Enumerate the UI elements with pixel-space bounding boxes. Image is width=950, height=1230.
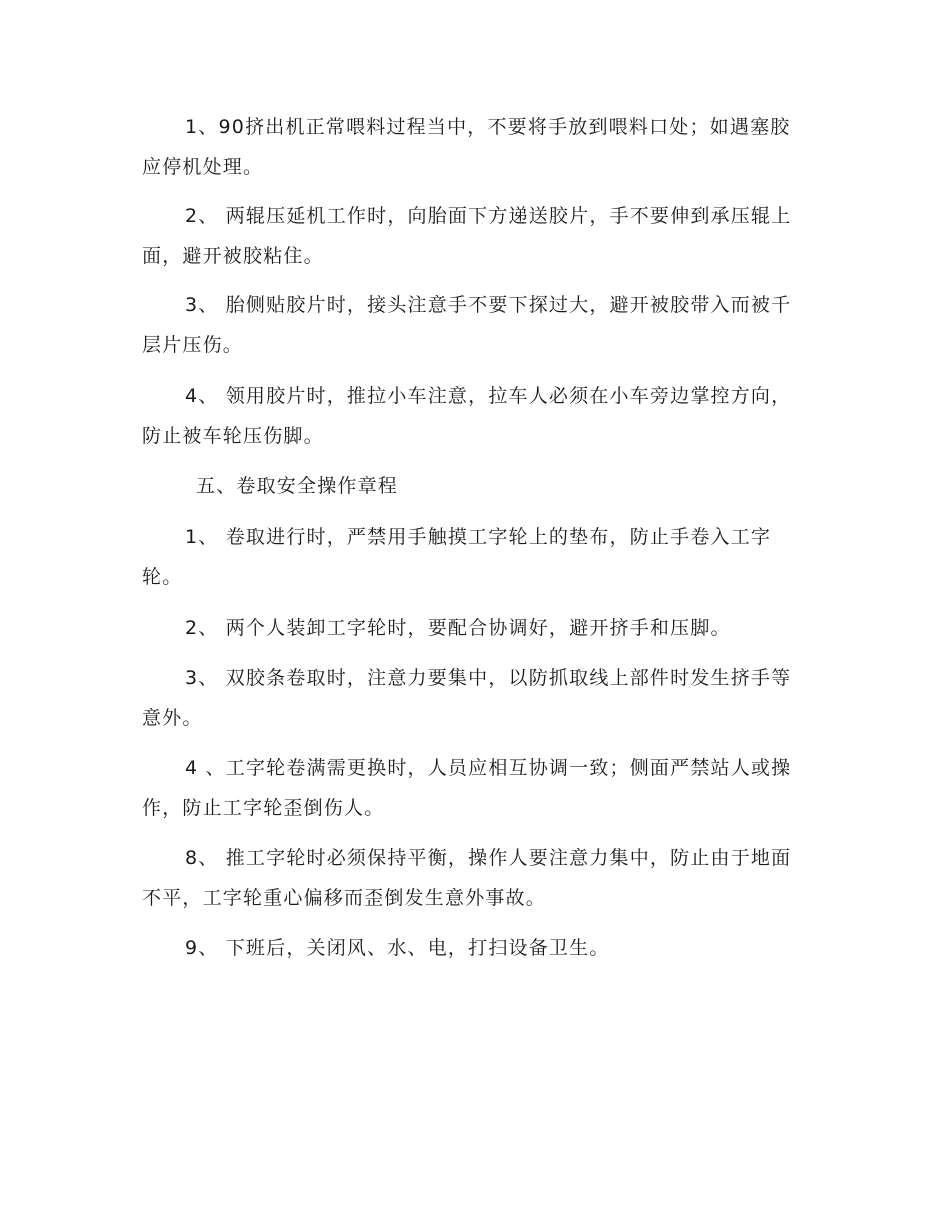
paragraph-winding-cloth: 1、 卷取进行时，严禁用手触摸工字轮上的垫布，防止手卷入工字轮。	[142, 526, 772, 588]
section-heading-winding: 五、卷取安全操作章程	[196, 475, 399, 497]
paragraph-loading-spool: 2、 两个人装卸工字轮时，要配合协调好，避开挤手和压脚。	[185, 617, 731, 639]
paragraph-film-cart: 4、 领用胶片时，推拉小车注意，拉车人必须在小车旁边掌控方向，防止被车轮压伤脚。	[142, 385, 792, 447]
paragraph-double-strip: 3、 双胶条卷取时，注意力要集中，以防抓取线上部件时发生挤手等意外。	[142, 667, 792, 729]
paragraph-extruder-feeding: 1、90挤出机正常喂料过程当中，不要将手放到喂料口处；如遇塞胶应停机处理。	[142, 116, 791, 178]
paragraph-end-of-shift: 9、 下班后，关闭风、水、电，打扫设备卫生。	[185, 937, 610, 959]
paragraph-sidewall-film: 3、 胎侧贴胶片时，接头注意手不要下探过大，避开被胶带入而被千层片压伤。	[142, 294, 792, 356]
paragraph-spool-replacement: 4 、工字轮卷满需更换时，人员应相互协调一致；侧面严禁站人或操作，防止工字轮歪倒伤人。	[142, 757, 792, 819]
paragraph-pushing-spool: 8、 推工字轮时必须保持平衡，操作人要注意力集中，防止由于地面不平，工字轮重心偏移而歪倒发生意外事故。	[142, 847, 792, 909]
paragraph-two-roll-calender: 2、 两辊压延机工作时，向胎面下方递送胶片，手不要伸到承压辊上面，避开被胶粘住。	[142, 205, 792, 267]
